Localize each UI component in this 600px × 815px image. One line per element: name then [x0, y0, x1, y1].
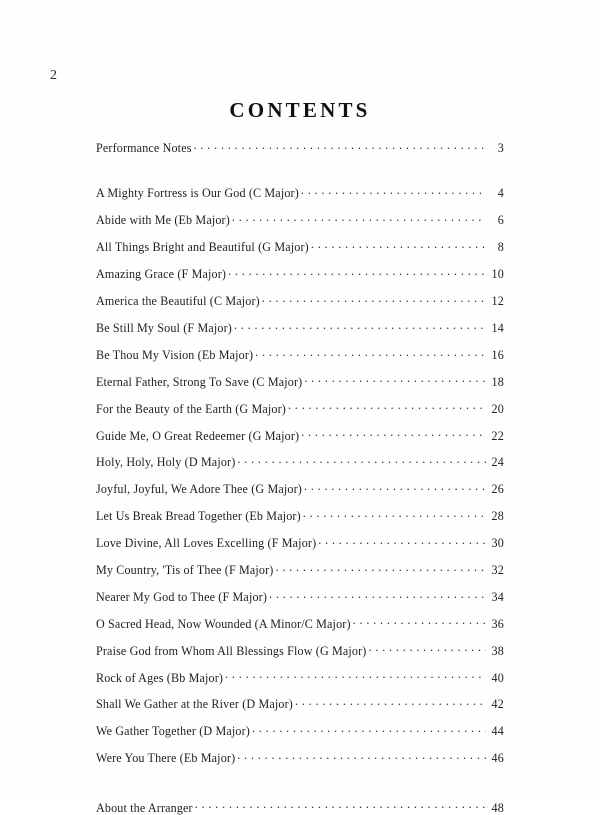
toc-entry[interactable] — [96, 320, 504, 335]
toc-entry[interactable] — [96, 140, 504, 155]
toc-entry-page: 28 — [491, 509, 504, 524]
toc-entry-label: A Mighty Fortress is Our God (C Major) — [96, 186, 299, 201]
toc-entry-label: O Sacred Head, Now Wounded (A Minor/C Major) — [96, 616, 351, 631]
toc-leader-dots — [237, 454, 486, 466]
toc-entry-label: We Gather Together (D Major) — [96, 724, 250, 739]
toc-entry-gap — [96, 201, 504, 213]
toc-entry-label: Amazing Grace (F Major) — [96, 267, 227, 282]
toc-entry-gap — [96, 281, 504, 293]
toc-leader-dots — [234, 320, 486, 332]
toc-entry[interactable] — [96, 401, 504, 416]
toc-entry-page: 24 — [491, 455, 504, 470]
toc-leader-dots — [269, 589, 486, 601]
toc-entry[interactable] — [96, 799, 504, 814]
toc-entry-page: 6 — [497, 213, 504, 228]
table-of-contents — [96, 140, 504, 815]
toc-entry-label: Were You There (Eb Major) — [96, 751, 236, 766]
toc-entry[interactable] — [96, 427, 504, 442]
toc-entry-label: Nearer My God to Thee (F Major) — [96, 589, 268, 604]
toc-leader-dots — [304, 481, 486, 493]
toc-entry[interactable] — [96, 239, 504, 254]
toc-leader-dots — [311, 239, 486, 251]
toc-entry-label: Guide Me, O Great Redeemer (G Major) — [96, 428, 300, 443]
toc-entry-label: Joyful, Joyful, We Adore Thee (G Major) — [96, 482, 302, 497]
toc-leader-dots — [318, 535, 486, 547]
toc-entry-page: 20 — [491, 401, 504, 416]
toc-entry-gap — [96, 631, 504, 643]
toc-entry-gap — [96, 577, 504, 589]
toc-entry-page: 10 — [491, 267, 504, 282]
toc-section-front-matter — [96, 140, 504, 155]
toc-entry-page: 18 — [491, 374, 504, 389]
toc-entry-gap — [96, 389, 504, 401]
toc-entry-gap — [96, 550, 504, 562]
toc-entry-label: Eternal Father, Strong To Save (C Major) — [96, 374, 303, 389]
toc-entry-gap — [96, 416, 504, 428]
page-title: CONTENTS — [229, 98, 371, 122]
toc-entry[interactable] — [96, 212, 504, 227]
toc-entry-label: America the Beautiful (C Major) — [96, 294, 260, 309]
toc-entry-label: Rock of Ages (Bb Major) — [96, 670, 224, 685]
toc-entry-label: Praise God from Whom All Blessings Flow (G Major) — [96, 643, 367, 658]
toc-entry[interactable] — [96, 266, 504, 281]
toc-entry-page: 34 — [491, 589, 504, 604]
toc-entry[interactable] — [96, 562, 504, 577]
toc-entry-page: 40 — [491, 670, 504, 685]
toc-entry-page: 32 — [491, 562, 504, 577]
toc-entry-label: My Country, 'Tis of Thee (F Major) — [96, 562, 274, 577]
toc-leader-dots — [288, 401, 486, 413]
toc-entry-gap — [96, 255, 504, 267]
toc-leader-dots — [252, 723, 486, 735]
toc-entry[interactable] — [96, 750, 504, 765]
toc-leader-dots — [369, 643, 487, 655]
toc-section-back-matter — [96, 799, 504, 814]
toc-entry-page: 30 — [491, 536, 504, 551]
toc-leader-dots — [255, 347, 486, 359]
toc-section-divider-top — [96, 155, 504, 185]
toc-entry-page: 16 — [491, 347, 504, 362]
toc-entry[interactable] — [96, 669, 504, 684]
toc-leader-dots — [295, 696, 486, 708]
toc-entry-label: Holy, Holy, Holy (D Major) — [96, 455, 236, 470]
toc-entry-gap — [96, 604, 504, 616]
toc-entry[interactable] — [96, 589, 504, 604]
toc-entry[interactable] — [96, 454, 504, 469]
toc-leader-dots — [303, 508, 486, 520]
toc-leader-dots — [237, 750, 486, 762]
toc-leader-dots — [232, 212, 486, 224]
toc-entry-page: 48 — [491, 800, 504, 815]
toc-entry-page: 8 — [497, 240, 504, 255]
toc-entry-label: For the Beauty of the Earth (G Major) — [96, 401, 286, 416]
toc-leader-dots — [353, 616, 486, 628]
toc-entry-gap — [96, 658, 504, 670]
toc-entry-page: 42 — [491, 697, 504, 712]
toc-entry-label: About the Arranger — [96, 800, 193, 815]
page-number: 2 — [50, 68, 58, 83]
toc-entry[interactable] — [96, 535, 504, 550]
toc-entry-gap — [96, 335, 504, 347]
toc-entry-gap — [96, 443, 504, 455]
toc-section-pieces — [96, 185, 504, 765]
toc-entry-page: 3 — [497, 141, 504, 156]
toc-entry[interactable] — [96, 481, 504, 496]
toc-leader-dots — [228, 266, 486, 278]
toc-entry[interactable] — [96, 643, 504, 658]
toc-leader-dots — [301, 427, 486, 439]
toc-entry-page: 38 — [491, 643, 504, 658]
toc-entry[interactable] — [96, 723, 504, 738]
toc-entry-gap — [96, 685, 504, 697]
toc-leader-dots — [194, 140, 486, 152]
toc-entry-page: 26 — [491, 482, 504, 497]
toc-entry-page: 44 — [491, 724, 504, 739]
toc-leader-dots — [225, 669, 486, 681]
toc-entry-label: Be Thou My Vision (Eb Major) — [96, 347, 254, 362]
toc-entry-gap — [96, 362, 504, 374]
toc-entry-label: Shall We Gather at the River (D Major) — [96, 697, 293, 712]
toc-entry-gap — [96, 228, 504, 240]
toc-entry[interactable] — [96, 616, 504, 631]
toc-entry[interactable] — [96, 374, 504, 389]
toc-section-divider-bottom — [96, 765, 504, 799]
toc-entry-page: 14 — [491, 320, 504, 335]
toc-entry[interactable] — [96, 293, 504, 308]
toc-entry-label: All Things Bright and Beautiful (G Major) — [96, 240, 309, 255]
toc-entry-gap — [96, 712, 504, 724]
toc-entry-label: Love Divine, All Loves Excelling (F Major) — [96, 536, 317, 551]
toc-leader-dots — [276, 562, 487, 574]
toc-entry-gap — [96, 739, 504, 751]
toc-entry-label: Abide with Me (Eb Major) — [96, 213, 230, 228]
toc-entry-page: 4 — [497, 186, 504, 201]
toc-entry-gap — [96, 470, 504, 482]
toc-entry-label: Be Still My Soul (F Major) — [96, 320, 232, 335]
toc-entry-label: Let Us Break Bread Together (Eb Major) — [96, 509, 301, 524]
toc-entry-gap — [96, 497, 504, 509]
toc-entry-page: 22 — [491, 428, 504, 443]
toc-entry[interactable] — [96, 185, 504, 200]
toc-entry-page: 12 — [491, 294, 504, 309]
toc-entry-page: 46 — [491, 751, 504, 766]
toc-entry-label: Performance Notes — [96, 141, 192, 156]
toc-entry-page: 36 — [491, 616, 504, 631]
toc-entry-gap — [96, 523, 504, 535]
toc-leader-dots — [304, 374, 486, 386]
toc-entry[interactable] — [96, 508, 504, 523]
toc-entry[interactable] — [96, 347, 504, 362]
toc-leader-dots — [195, 799, 486, 811]
toc-entry[interactable] — [96, 696, 504, 711]
toc-entry-gap — [96, 308, 504, 320]
toc-leader-dots — [301, 185, 486, 197]
toc-leader-dots — [262, 293, 486, 305]
